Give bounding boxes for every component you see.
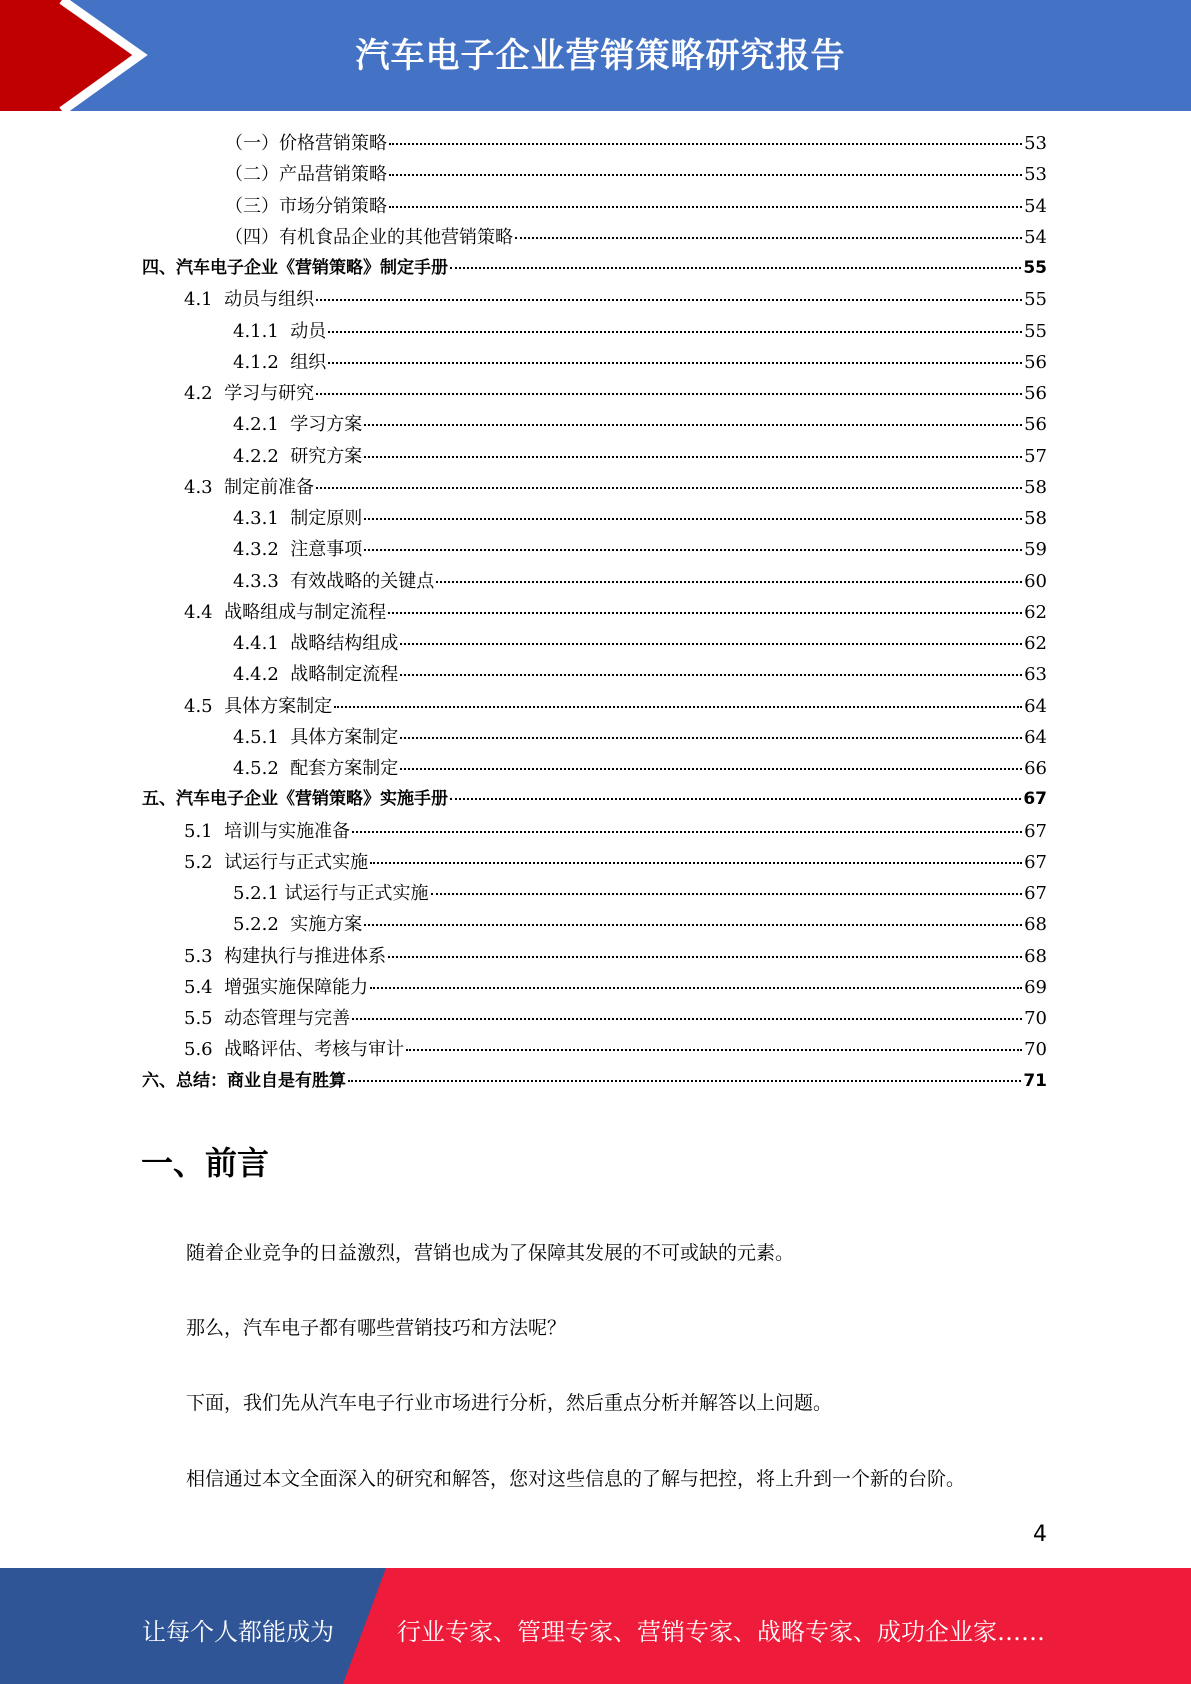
toc-entry[interactable] xyxy=(233,534,1047,565)
toc-entry[interactable] xyxy=(184,816,1047,847)
toc-entry[interactable] xyxy=(233,753,1047,784)
section-heading: 一、前言 xyxy=(141,1144,270,1182)
toc-dot-leader xyxy=(370,861,1022,864)
page-header xyxy=(0,0,1191,111)
toc-entry-page: 55 xyxy=(1024,289,1047,311)
toc-entry-page: 71 xyxy=(1023,1070,1047,1091)
toc-entry[interactable] xyxy=(225,222,1047,253)
toc-entry-label: 4.2 学习与研究 xyxy=(184,383,315,404)
toc-entry-page: 68 xyxy=(1024,914,1047,936)
toc-dot-leader xyxy=(436,580,1022,583)
toc-dot-leader xyxy=(334,705,1022,708)
toc-entry-page: 56 xyxy=(1024,414,1047,436)
toc-entry[interactable] xyxy=(233,878,1047,909)
toc-dot-leader xyxy=(400,642,1022,645)
toc-entry-label: 五、汽车电子企业《营销策略》实施手册 xyxy=(142,789,448,810)
toc-dot-leader xyxy=(400,736,1022,739)
toc-entry[interactable] xyxy=(142,1066,1047,1097)
toc-dot-leader xyxy=(388,611,1022,614)
toc-dot-leader xyxy=(328,330,1022,333)
toc-entry[interactable] xyxy=(184,472,1047,503)
toc-dot-leader xyxy=(450,266,1021,269)
toc-dot-leader xyxy=(328,361,1022,364)
toc-entry-page: 67 xyxy=(1024,851,1047,873)
footer-slogan-right: 行业专家、管理专家、营销专家、战略专家、成功企业家…… xyxy=(397,1618,1045,1646)
toc-dot-leader xyxy=(352,1017,1022,1020)
toc-entry-label: （二）产品营销策略 xyxy=(225,164,387,186)
toc-dot-leader xyxy=(400,767,1022,770)
toc-entry-label: （四）有机食品企业的其他营销策略 xyxy=(225,226,513,248)
toc-dot-leader xyxy=(364,455,1022,458)
toc-entry-page: 55 xyxy=(1023,258,1047,278)
toc-entry-page: 67 xyxy=(1023,789,1047,810)
toc-entry-label: （一）价格营销策略 xyxy=(225,133,387,154)
toc-dot-leader xyxy=(316,392,1022,395)
toc-entry[interactable] xyxy=(233,503,1047,534)
toc-entry[interactable] xyxy=(233,628,1047,659)
toc-entry-label: 5.2.1 试运行与正式实施 xyxy=(233,883,429,904)
toc-dot-leader xyxy=(406,1048,1022,1051)
toc-entry-label: 5.1 培训与实施准备 xyxy=(184,820,351,842)
toc-entry-label: 4.3.2 注意事项 xyxy=(233,539,363,561)
toc-entry-label: 4.4.1 战略结构组成 xyxy=(233,633,399,654)
toc-entry-label: 4.3.3 有效战略的关键点 xyxy=(233,570,435,592)
toc-entry[interactable] xyxy=(184,284,1047,315)
toc-entry-label: 4.4 战略组成与制定流程 xyxy=(184,601,387,623)
toc-entry[interactable] xyxy=(184,378,1047,409)
toc-entry-page: 67 xyxy=(1024,820,1047,842)
toc-entry[interactable] xyxy=(184,972,1047,1003)
toc-entry[interactable] xyxy=(225,159,1047,190)
toc-entry[interactable] xyxy=(184,1003,1047,1034)
footer-slogan-left: 让每个人都能成为 xyxy=(142,1618,334,1646)
toc-entry[interactable] xyxy=(184,1034,1047,1065)
toc-dot-leader xyxy=(389,205,1022,208)
toc-entry-label: 5.2.2 实施方案 xyxy=(233,914,363,936)
toc-entry-label: 5.2 试运行与正式实施 xyxy=(184,851,369,873)
toc-entry-page: 54 xyxy=(1024,226,1047,248)
toc-entry-label: 六、总结：商业自是有胜算 xyxy=(142,1070,346,1091)
toc-entry-label: 4.3.1 制定原则 xyxy=(233,508,363,529)
toc-dot-leader xyxy=(364,548,1022,551)
toc-entry[interactable] xyxy=(233,909,1047,940)
toc-dot-leader xyxy=(348,1079,1021,1082)
toc-dot-leader xyxy=(364,423,1022,426)
toc-entry[interactable] xyxy=(233,566,1047,597)
toc-entry[interactable] xyxy=(233,441,1047,472)
toc-entry-label: 4.2.2 研究方案 xyxy=(233,445,363,467)
toc-dot-leader xyxy=(431,892,1023,895)
toc-entry[interactable] xyxy=(233,659,1047,690)
toc-entry[interactable] xyxy=(142,253,1047,284)
toc-entry-page: 58 xyxy=(1024,476,1047,498)
preface-paragraph: 相信通过本文全面深入的研究和解答，您对这些信息的了解与把控，将上升到一个新的台阶。 xyxy=(186,1468,966,1490)
toc-entry-label: 4.4.2 战略制定流程 xyxy=(233,664,399,686)
preface-paragraph: 下面，我们先从汽车电子行业市场进行分析，然后重点分析并解答以上问题。 xyxy=(186,1392,833,1414)
toc-entry-label: 四、汽车电子企业《营销策略》制定手册 xyxy=(142,258,448,278)
toc-entry-page: 70 xyxy=(1024,1039,1047,1061)
toc-entry[interactable] xyxy=(184,597,1047,628)
toc-entry[interactable] xyxy=(184,691,1047,722)
toc-dot-leader xyxy=(389,173,1022,176)
toc-dot-leader xyxy=(316,298,1022,301)
toc-entry-label: 4.5 具体方案制定 xyxy=(184,695,333,717)
document-title: 汽车电子企业营销策略研究报告 xyxy=(355,36,846,76)
toc-entry-label: （三）市场分销策略 xyxy=(225,195,387,217)
toc-entry-page: 56 xyxy=(1024,383,1047,404)
toc-entry-label: 4.1 动员与组织 xyxy=(184,289,315,311)
toc-dot-leader xyxy=(450,797,1021,800)
toc-entry-page: 60 xyxy=(1024,570,1047,592)
toc-entry-page: 56 xyxy=(1024,351,1047,373)
toc-entry-page: 64 xyxy=(1024,695,1047,717)
toc-entry-page: 55 xyxy=(1024,320,1047,342)
toc-entry-page: 54 xyxy=(1024,195,1047,217)
toc-entry-page: 53 xyxy=(1024,133,1047,154)
preface-paragraph: 那么，汽车电子都有哪些营销技巧和方法呢？ xyxy=(186,1317,567,1339)
toc-entry-page: 67 xyxy=(1024,883,1047,904)
toc-dot-leader xyxy=(389,142,1022,145)
toc-entry-label: 5.6 战略评估、考核与审计 xyxy=(184,1039,405,1061)
toc-entry-page: 70 xyxy=(1024,1008,1047,1029)
toc-entry[interactable] xyxy=(233,316,1047,347)
toc-dot-leader xyxy=(370,986,1022,989)
toc-entry[interactable] xyxy=(225,191,1047,222)
toc-entry-page: 57 xyxy=(1024,445,1047,467)
toc-entry-label: 4.5.2 配套方案制定 xyxy=(233,758,399,779)
toc-entry-label: 4.3 制定前准备 xyxy=(184,476,315,498)
toc-entry-label: 4.5.1 具体方案制定 xyxy=(233,726,399,748)
toc-dot-leader xyxy=(352,830,1022,833)
preface-paragraph: 随着企业竞争的日益激烈，营销也成为了保障其发展的不可或缺的元素。 xyxy=(186,1242,795,1264)
page-number: 4 xyxy=(1033,1522,1047,1547)
toc-entry-label: 4.2.1 学习方案 xyxy=(233,414,363,436)
toc-entry-page: 62 xyxy=(1024,633,1047,654)
toc-entry-label: 4.1.2 组织 xyxy=(233,351,327,373)
toc-dot-leader xyxy=(388,955,1022,958)
toc-entry-page: 63 xyxy=(1024,664,1047,686)
toc-entry-page: 58 xyxy=(1024,508,1047,529)
toc-entry-label: 5.4 增强实施保障能力 xyxy=(184,976,369,998)
toc-entry[interactable] xyxy=(233,347,1047,378)
toc-dot-leader xyxy=(316,486,1022,489)
toc-entry[interactable] xyxy=(184,941,1047,972)
toc-entry-page: 62 xyxy=(1024,601,1047,623)
toc-entry-page: 68 xyxy=(1024,945,1047,967)
toc-entry-label: 5.3 构建执行与推进体系 xyxy=(184,945,387,967)
toc-entry-label: 5.5 动态管理与完善 xyxy=(184,1008,351,1029)
toc-entry[interactable] xyxy=(233,722,1047,753)
toc-entry-page: 64 xyxy=(1024,726,1047,748)
toc-entry[interactable] xyxy=(142,784,1047,815)
toc-entry-label: 4.1.1 动员 xyxy=(233,320,327,342)
toc-entry-page: 59 xyxy=(1024,539,1047,561)
toc-entry-page: 69 xyxy=(1024,976,1047,998)
toc-entry-page: 53 xyxy=(1024,164,1047,186)
toc-dot-leader xyxy=(515,236,1022,239)
toc-entry[interactable] xyxy=(233,409,1047,440)
toc-entry-page: 66 xyxy=(1024,758,1047,779)
toc-dot-leader xyxy=(364,517,1022,520)
toc-dot-leader xyxy=(364,923,1022,926)
toc-entry[interactable] xyxy=(184,847,1047,878)
page-footer xyxy=(0,1568,1191,1684)
toc-dot-leader xyxy=(400,673,1022,676)
toc-entry[interactable] xyxy=(225,128,1047,159)
